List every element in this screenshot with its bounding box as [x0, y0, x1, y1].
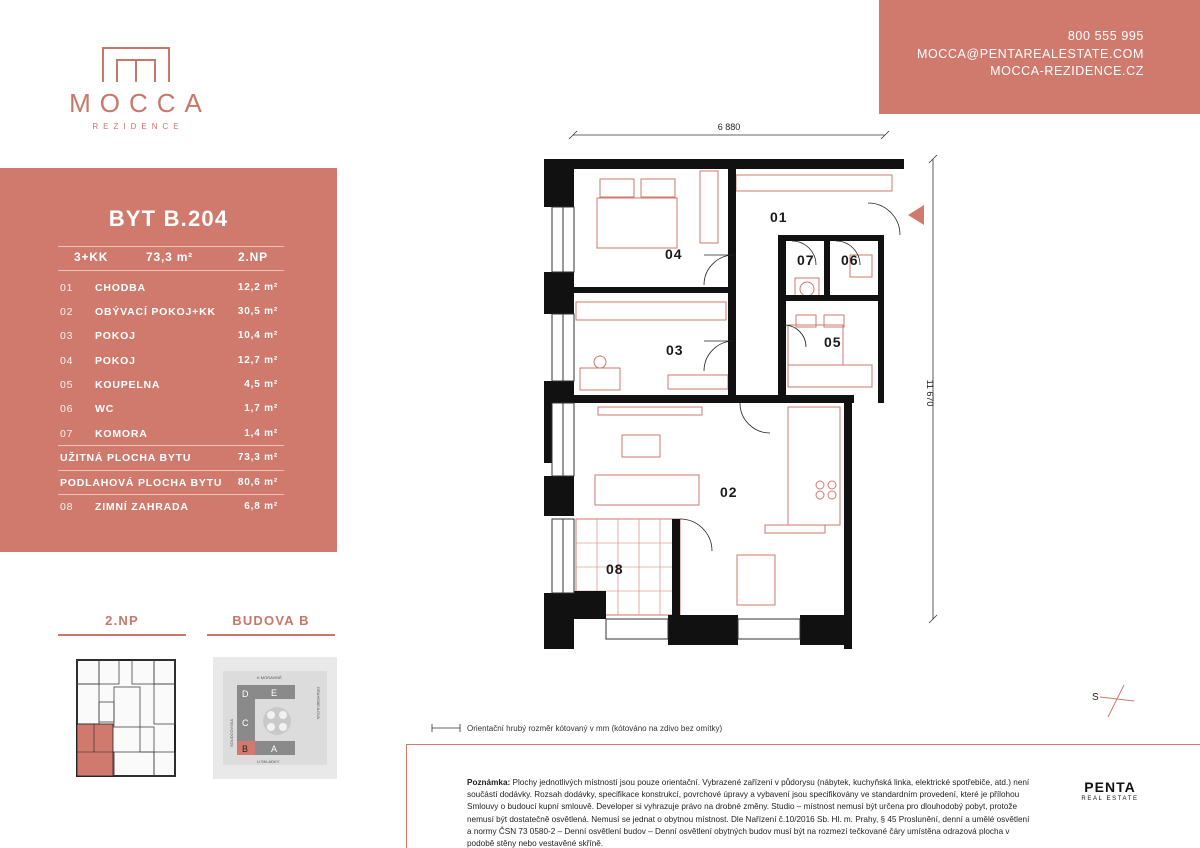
contact-box — [879, 0, 1200, 114]
site-building-label: A — [271, 744, 278, 754]
unit-layout: 3+KK — [74, 250, 109, 264]
total-area: 80,6 m² — [237, 477, 278, 488]
developer-logo — [1073, 779, 1147, 802]
room-name: CHODBA — [95, 282, 146, 294]
room-label-03: 03 — [666, 342, 684, 358]
contact-phone[interactable]: 800 555 995 — [1067, 29, 1144, 43]
site-building-label: C — [242, 718, 249, 728]
divider — [58, 270, 284, 271]
contact-email[interactable]: MOCCA@PENTAREALESTATE.COM — [916, 46, 1144, 61]
room-label-08: 08 — [606, 561, 624, 577]
total-row — [58, 446, 284, 470]
disclaimer-note — [467, 777, 1033, 848]
room-number: 05 — [60, 379, 74, 391]
height-dimension: 11 670 — [925, 379, 935, 407]
dimension-icon — [430, 722, 462, 734]
orientation-note: Orientační hrubý rozměr kótovaný v mm (kótováno na zdivo bez omítky) — [467, 724, 723, 733]
total-area: 73,3 m² — [237, 452, 278, 463]
room-row — [58, 495, 284, 519]
room-number: 06 — [60, 403, 74, 415]
room-label-01: 01 — [770, 209, 788, 225]
walls — [544, 159, 904, 649]
floor-key-plan — [74, 657, 178, 779]
room-name: POKOJ — [95, 355, 136, 367]
divider — [207, 634, 335, 636]
room-name: OBÝVACÍ POKOJ+KK — [95, 306, 216, 318]
divider — [58, 246, 284, 247]
developer-name: PENTA — [1084, 779, 1136, 795]
unit-info-panel — [0, 168, 337, 552]
street-label: U SKLÁDKY — [257, 759, 280, 764]
unit-area: 73,3 m² — [146, 250, 193, 264]
room-number: 03 — [60, 330, 74, 342]
room-row — [58, 373, 284, 397]
room-label-04: 04 — [665, 246, 683, 262]
room-area: 12,2 m² — [237, 282, 278, 293]
note-text: Plochy jednotlivých místností jsou pouze orientační. Vybrazené zařízení v půdorysu (nábytek, kuchyňská linka, elektrické spotřebiče, atd.) není součástí dodávky. Rozsah dodávky, specifikace konstrukcí, povrchové úpravy a vybavení jsou specifikovány ve standardním provedení, které je přílohou Smlouvy o budoucí kupní smlouvě. Developer si vyhrazuje právo na drobné změny. Studio – místnost nemusí být určena pro dlouhodobý pobyt, protože nemusí být dostatečně osvětlená. Nemusí se jednat o obytnou místnost. Dle Nařízení č.10/2016 Sb. Hl. m. Prahy, § 45 Proslunění, denní a umělé osvětlení a normy ČSN 73 0580-2 – Denní osvětlení budov – Denní osvětlení obytných budov musí být na rozmezí tečkované čáry umístěna odrazová plocha v podobě stěny nebo vestavěné skříně. — [467, 778, 1030, 848]
room-label-07: 07 — [797, 252, 815, 268]
floor-label: 2.NP — [105, 613, 139, 628]
contact-web[interactable]: MOCCA-REZIDENCE.CZ — [990, 64, 1144, 78]
room-label-05: 05 — [824, 334, 842, 350]
room-row — [58, 349, 284, 373]
building-label: BUDOVA B — [232, 613, 310, 628]
room-name: ZIMNÍ ZAHRADA — [95, 501, 189, 513]
room-area: 6,8 m² — [244, 501, 278, 512]
mocca-logo — [56, 46, 216, 136]
room-name: KOMORA — [95, 428, 148, 440]
room-name: KOUPELNA — [95, 379, 161, 391]
note-label: Poznámka: — [467, 778, 511, 787]
room-area: 1,4 m² — [244, 428, 278, 439]
width-dimension: 6 880 — [717, 122, 741, 132]
room-number: 08 — [60, 501, 74, 513]
room-row — [58, 422, 284, 446]
divider — [58, 634, 186, 636]
room-row — [58, 300, 284, 324]
room-area: 1,7 m² — [244, 403, 278, 414]
site-key-plan — [213, 657, 337, 779]
room-name: POKOJ — [95, 330, 136, 342]
total-label: PODLAHOVÁ PLOCHA BYTU — [60, 477, 223, 489]
logo-mark-icon — [101, 46, 171, 84]
room-number: 02 — [60, 306, 74, 318]
room-number: 04 — [60, 355, 74, 367]
room-number: 01 — [60, 282, 74, 294]
room-row — [58, 276, 284, 300]
total-label: UŽITNÁ PLOCHA BYTU — [60, 452, 192, 464]
room-area: 4,5 m² — [244, 379, 278, 390]
room-label-02: 02 — [720, 484, 738, 500]
brand-sub: REZIDENCE — [92, 122, 184, 131]
entrance-arrow-icon — [908, 205, 924, 225]
street-label: DRAHOBEJLOVA — [316, 687, 321, 720]
room-row — [58, 324, 284, 348]
site-building-label: B — [242, 744, 249, 754]
street-label: SOUDCOVSKÁ — [229, 718, 234, 747]
apartment-floor-plan — [500, 115, 960, 655]
room-label-06: 06 — [841, 252, 859, 268]
room-number: 07 — [60, 428, 74, 440]
total-row — [58, 471, 284, 495]
site-building-label: D — [242, 689, 249, 699]
site-building-label: E — [271, 688, 278, 698]
brand-name: MOCCA — [69, 88, 211, 118]
room-area: 10,4 m² — [237, 330, 278, 341]
compass-label: S — [1092, 692, 1099, 703]
street-label: K MORAVINĚ — [257, 675, 282, 680]
north-arrow-icon — [1086, 683, 1138, 719]
developer-sub: REAL ESTATE — [1081, 796, 1139, 802]
room-name: WC — [95, 403, 115, 415]
room-area: 30,5 m² — [237, 306, 278, 317]
unit-floor: 2.NP — [238, 250, 268, 264]
room-area: 12,7 m² — [237, 355, 278, 366]
unit-title: BYT B.204 — [108, 206, 229, 231]
room-row — [58, 397, 284, 421]
